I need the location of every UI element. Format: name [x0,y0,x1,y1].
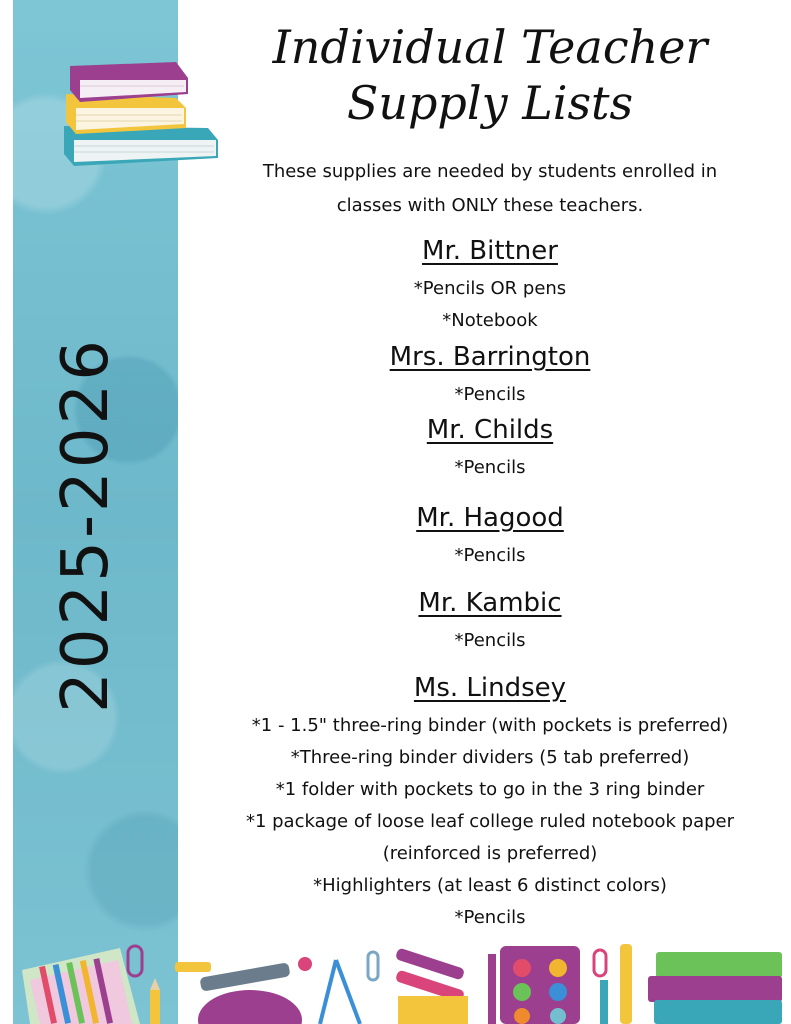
teacher-name: Mrs. Barrington [389,342,591,372]
teacher-name: Mr. Bittner [422,236,558,266]
crayon-icon [175,962,211,972]
supply-item: *1 - 1.5" three-ring binder (with pockets is preferred) [251,715,729,736]
supply-item: *1 folder with pockets to go in the 3 ring binder [275,779,705,800]
teacher-section-lindsey [200,672,780,934]
supply-item: *Notebook [442,310,538,331]
supply-item: *Pencils [454,907,526,928]
intro-line1: These supplies are needed by students enrolled in [262,161,718,182]
page-title-line1: Individual Teacher [272,20,708,74]
paint-palette-icon [500,946,580,1024]
pencil-icon [488,954,496,1024]
supply-item: *Pencils [454,545,526,566]
supply-item: *Highlighters (at least 6 distinct colors) [313,875,667,896]
paper-clip-icon [128,946,142,976]
pen-icon [600,980,608,1024]
intro-text [200,155,780,223]
teacher-section-hagood [200,502,780,572]
teacher-name: Mr. Childs [426,415,554,445]
pencil-case-icon [22,948,140,1024]
supply-item: *Three-ring binder dividers (5 tab preferred) [290,747,690,768]
paper-clip-icon [368,952,378,980]
supply-item: *Pencils [454,630,526,651]
pencil-icon [150,978,160,1024]
teacher-section-barrington [200,341,780,411]
page-title-line2: Supply Lists [346,76,634,130]
teacher-section-bittner [200,235,780,337]
supply-item: (reinforced is preferred) [382,843,598,864]
marker-icon [199,962,290,991]
teacher-section-childs [200,414,780,484]
push-pin-icon [298,957,312,971]
pen-icon [620,944,632,1024]
compass-icon [320,960,360,1024]
school-year-label: 2025-2026 [49,337,123,713]
supply-item: *1 package of loose leaf college ruled notebook paper [245,811,735,832]
teacher-name: Ms. Lindsey [413,673,567,703]
supply-item: *Pencils [454,457,526,478]
teacher-name: Mr. Kambic [418,588,562,618]
bag-icon [198,990,302,1024]
teacher-section-kambic [200,587,780,657]
notebook-icon [398,996,468,1024]
paper-clip-icon [594,950,606,976]
school-supplies-border-image [0,930,791,1024]
intro-line2: classes with ONLY these teachers. [336,195,644,216]
books-stack-icon [648,952,782,1024]
supply-item: *Pencils [454,384,526,405]
books-stack-icon [58,58,223,178]
teacher-name: Mr. Hagood [416,503,564,533]
supply-item: *Pencils OR pens [413,278,567,299]
